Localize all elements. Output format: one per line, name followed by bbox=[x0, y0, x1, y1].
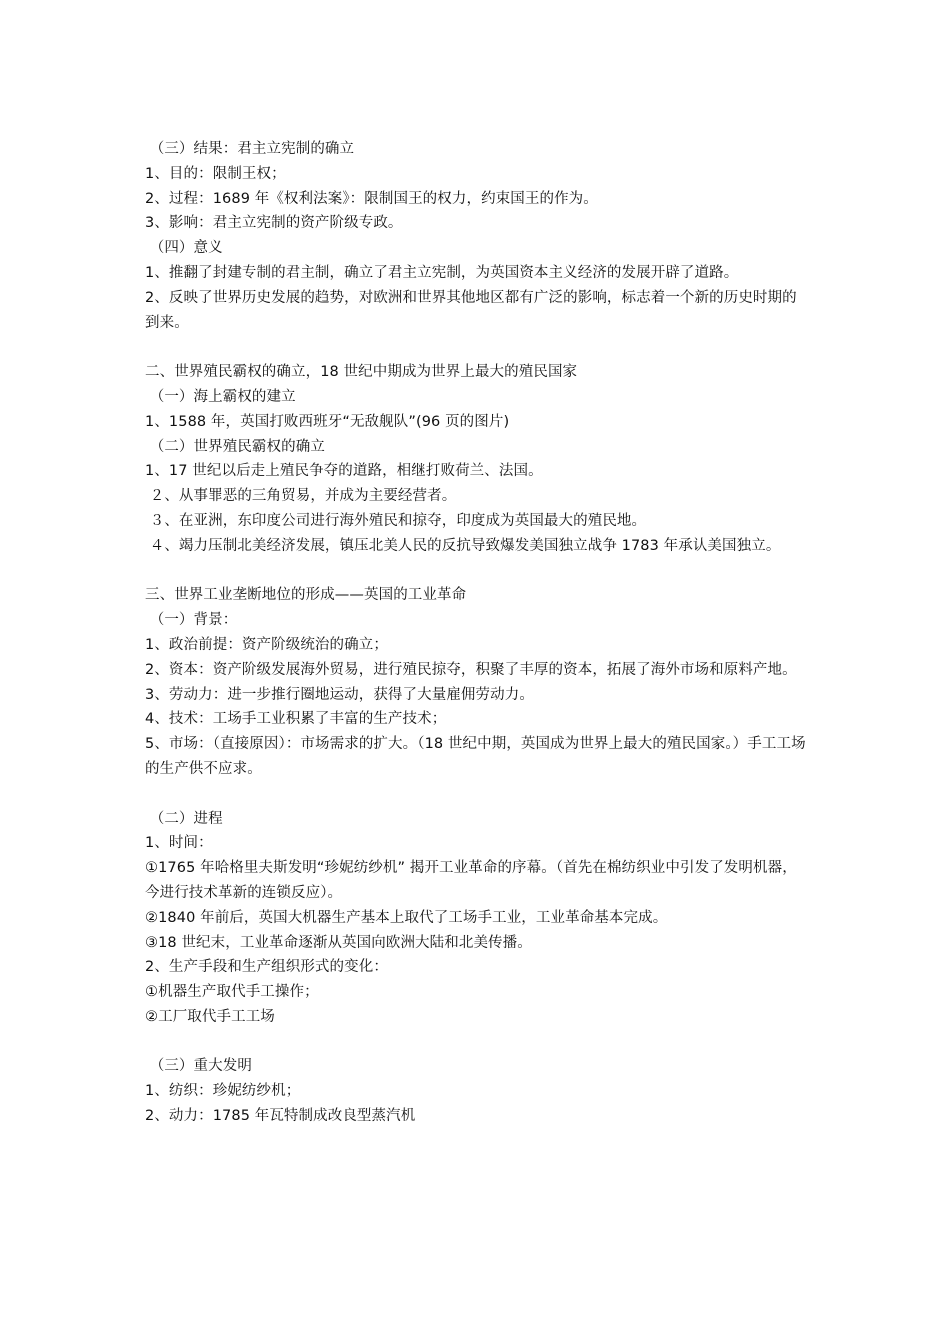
text-line: ③18 世纪末，工业革命逐渐从英国向欧洲大陆和北美传播。 bbox=[145, 934, 532, 951]
text-line: ②工厂取代手工工场 bbox=[145, 1008, 275, 1025]
section-heading: （四）意义 bbox=[145, 240, 223, 257]
section-heading: （一）背景： bbox=[145, 612, 238, 629]
text-line: ４、竭力压制北美经济发展，镇压北美人民的反抗导致爆发美国独立战争 1783 年承认美国独立。 bbox=[145, 537, 781, 554]
text-line: 2、反映了世界历史发展的趋势，对欧洲和世界其他地区都有广泛的影响，标志着一个新的历史时期的到来。 bbox=[145, 289, 797, 331]
text-line: 1、1588 年，英国打败西班牙“无敌舰队”(96 页的图片) bbox=[145, 413, 510, 430]
text-line: 2、资本：资产阶级发展海外贸易，进行殖民掠夺，积聚了丰厚的资本，拓展了海外市场和原料产地。 bbox=[145, 661, 797, 678]
text-line: 1、政治前提：资产阶级统治的确立； bbox=[145, 636, 388, 653]
text-line: 2、生产手段和生产组织形式的变化： bbox=[145, 959, 388, 976]
section-heading: （二）进程 bbox=[145, 810, 223, 827]
section-heading: （一）海上霸权的建立 bbox=[145, 388, 296, 405]
document-page bbox=[145, 137, 809, 1129]
blank-line bbox=[145, 335, 809, 360]
text-line: 2、动力：1785 年瓦特制成改良型蒸汽机 bbox=[145, 1108, 416, 1125]
text-line: 4、技术：工场手工业积累了丰富的生产技术； bbox=[145, 711, 447, 728]
text-line: 3、劳动力：进一步推行圈地运动，获得了大量雇佣劳动力。 bbox=[145, 686, 534, 703]
text-line: ①1765 年哈格里夫斯发明“珍妮纺纱机” 揭开工业革命的序幕。（首先在棉纺织业中引发了发明机器，今进行技术革新的连锁反应）。 bbox=[145, 860, 797, 901]
section-heading: （三）结果：君主立宪制的确立 bbox=[145, 141, 355, 157]
blank-line bbox=[145, 782, 809, 807]
text-line: 1、纺织：珍妮纺纱机； bbox=[145, 1083, 301, 1100]
text-line: ３、在亚洲，东印度公司进行海外殖民和掠夺，印度成为英国最大的殖民地。 bbox=[145, 512, 647, 529]
blank-line bbox=[145, 559, 809, 584]
text-line: 1、17 世纪以后走上殖民争夺的道路，相继打败荷兰、法国。 bbox=[145, 463, 543, 480]
text-line: ②1840 年前后，英国大机器生产基本上取代了工场手工业，工业革命基本完成。 bbox=[145, 909, 668, 926]
chapter-heading: 二、世界殖民霸权的确立，18 世纪中期成为世界上最大的殖民国家 bbox=[145, 364, 578, 381]
text-line: ①机器生产取代手工操作； bbox=[145, 984, 319, 1001]
section-heading: （二）世界殖民霸权的确立 bbox=[145, 438, 325, 455]
text-line: 1、推翻了封建专制的君主制，确立了君主立宪制，为英国资本主义经济的发展开辟了道路。 bbox=[145, 264, 739, 281]
text-line: 1、时间： bbox=[145, 835, 213, 852]
chapter-heading: 三、世界工业垄断地位的形成——英国的工业革命 bbox=[145, 587, 467, 604]
text-line: 2、过程：1689 年《权利法案》：限制国王的权力，约束国王的作为。 bbox=[145, 190, 598, 207]
text-line: 3、影响：君主立宪制的资产阶级专政。 bbox=[145, 215, 403, 232]
text-line: 5、市场：（直接原因）：市场需求的扩大。（18 世纪中期，英国成为世界上最大的殖民国家。）手工工场的生产供不应求。 bbox=[145, 736, 806, 777]
section-heading: （三）重大发明 bbox=[145, 1058, 252, 1075]
text-line: 1、目的：限制王权； bbox=[145, 165, 286, 182]
text-line: ２、从事罪恶的三角贸易，并成为主要经营者。 bbox=[145, 488, 457, 505]
blank-line bbox=[145, 1030, 809, 1055]
